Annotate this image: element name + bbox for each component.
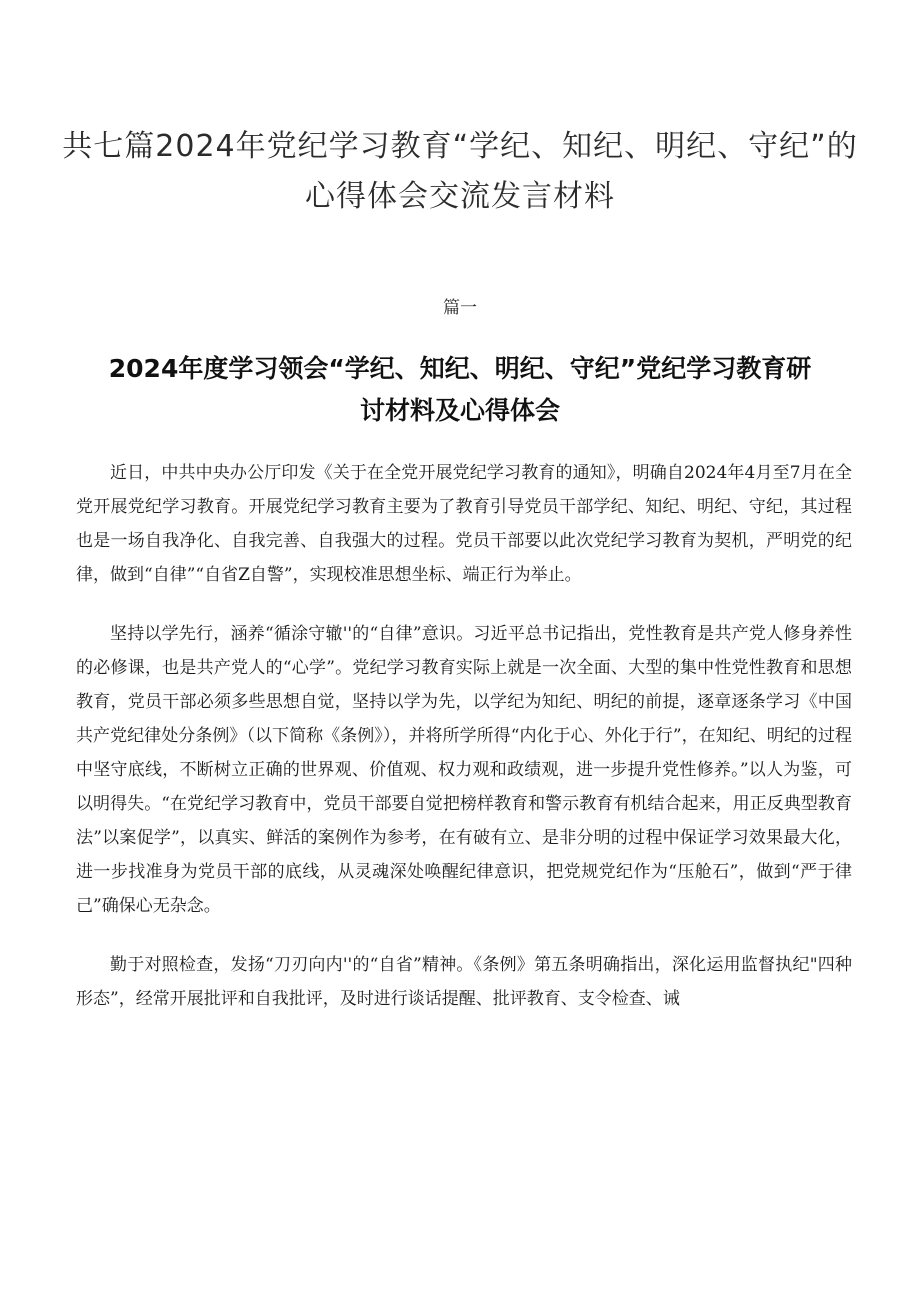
document-body [76,456,852,1041]
document-title: 共七篇2024年党纪学习教育“学纪、知纪、明纪、守纪”的心得体会交流发言材料 [62,129,858,214]
body-paragraph: 勤于对照检查，发扬“刀刃向内''的“自省”精神。《条例》第五条明确指出，深化运用监督执纪"四种形态”，经常开展批评和自我批评，及时进行谈话提醒、批评教育、支令检查、诫 [76,955,852,1009]
body-paragraph: 近日，中共中央办公厅印发《关于在全党开展党纪学习教育的通知》，明确自2024年4月至7月在全党开展党纪学习教育。开展党纪学习教育主要为了教育引导党员干部学纪、知纪、明纪、守纪，其过程也是一场自我净化、自我完善、自我强大的过程。党员干部要以此次党纪学习教育为契机，严明党的纪律，做到“自律”“自省Z自警”，实现校准思想坐标、端正行为举止。 [76,463,852,585]
section-label: 篇一 [443,298,477,318]
section-title: 2024年度学习领会“学纪、知纪、明纪、守纪”党纪学习教育研讨材料及心得体会 [108,354,812,425]
body-paragraph: 坚持以学先行，涵养“循涂守辙''的“自律”意识。习近平总书记指出，党性教育是共产党人修身养性的必修课，也是共产党人的“心学”。党纪学习教育实际上就是一次全面、大型的集中性党性教育和思想教育，党员干部必须多些思想自觉，坚持以学为先，以学纪为知纪、明纪的前提，逐章逐条学习《中国共产党纪律处分条例》（以下简称《条例》），并将所学所得“内化于心、外化于行”，在知纪、明纪的过程中坚守底线，不断树立正确的世界观、价值观、权力观和政绩观，进一步提升党性修养。”以人为鉴，可以明得失。“在党纪学习教育中，党员干部要自觉把榜样教育和警示教育有机结合起来，用正反典型教育法”以案促学”，以真实、鲜活的案例作为参考，在有破有立、是非分明的过程中保证学习效果最大化，进一步找准身为党员干部的底线，从灵魂深处唤醒纪律意识，把党规党纪作为“压舱石”，做到“严于律己”确保心无杂念。 [76,624,852,916]
